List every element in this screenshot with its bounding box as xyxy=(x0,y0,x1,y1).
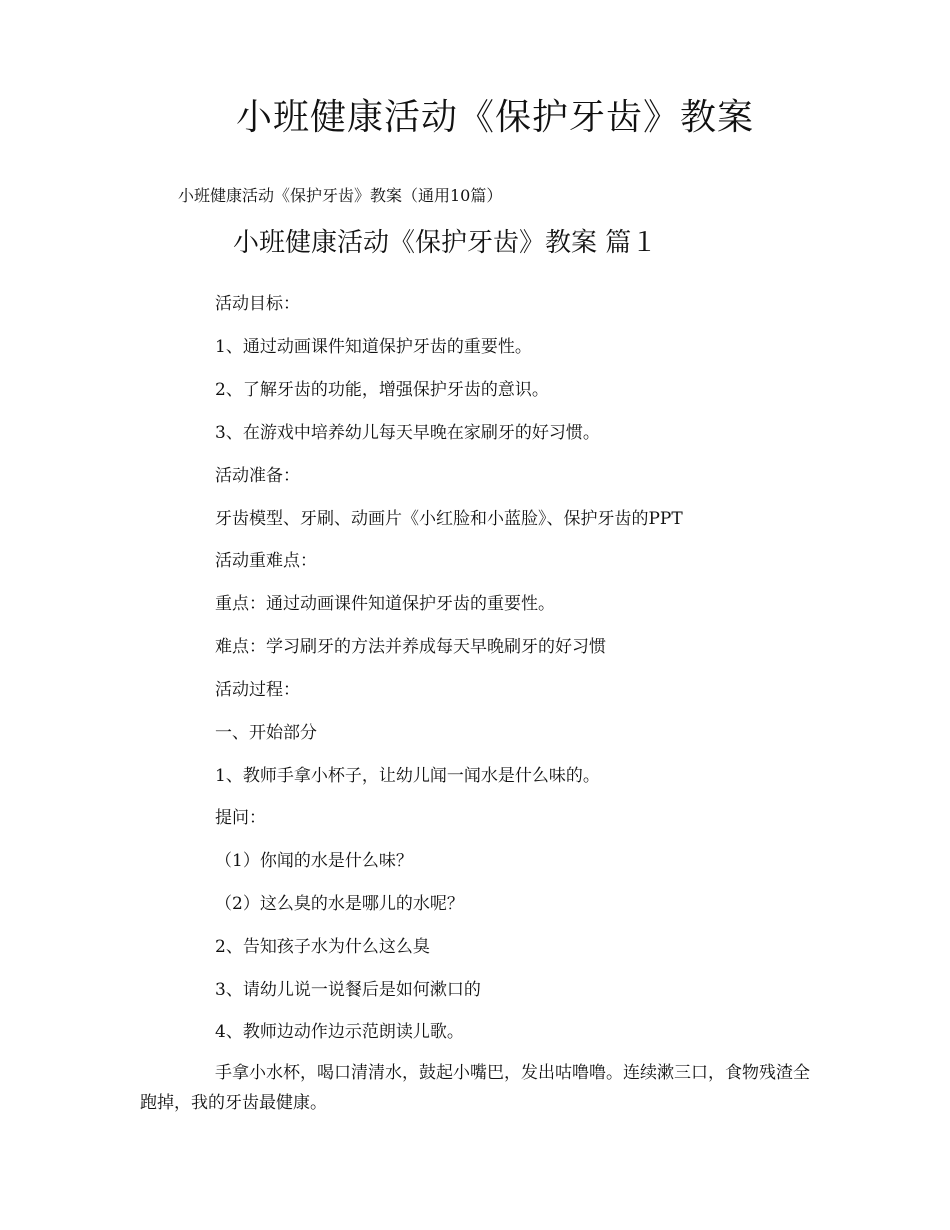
paragraph: 2、了解牙齿的功能，增强保护牙齿的意识。 xyxy=(215,380,549,400)
paragraph: 提问： xyxy=(215,808,266,828)
paragraph: 一、开始部分 xyxy=(215,723,317,743)
paragraph: 1、通过动画课件知道保护牙齿的重要性。 xyxy=(215,337,532,357)
paragraph: （2）这么臭的水是哪儿的水呢？ xyxy=(215,894,464,914)
paragraph: 3、请幼儿说一说餐后是如何漱口的 xyxy=(215,980,481,1000)
paragraph: 4、教师边动作边示范朗读儿歌。 xyxy=(215,1022,464,1042)
paragraph: 活动重难点： xyxy=(215,551,317,571)
paragraph: 活动准备： xyxy=(215,466,300,486)
document-title: 小班健康活动《保护牙齿》教案 xyxy=(235,97,754,138)
paragraph: 手拿小水杯，喝口清清水，鼓起小嘴巴，发出咕噜噜。连续漱三口，食物残渣全跑掉，我的牙齿最健康。 xyxy=(140,1063,810,1113)
paragraph: 3、在游戏中培养幼儿每天早晚在家刷牙的好习惯。 xyxy=(215,423,600,443)
paragraph: 活动过程： xyxy=(215,680,300,700)
paragraph: 难点：学习刷牙的方法并养成每天早晚刷牙的好习惯 xyxy=(215,637,606,657)
paragraph: （1）你闻的水是什么味？ xyxy=(215,851,413,871)
document-subtitle: 小班健康活动《保护牙齿》教案（通用10篇） xyxy=(178,186,503,205)
section-heading: 小班健康活动《保护牙齿》教案 篇１ xyxy=(233,228,658,258)
paragraph: 2、告知孩子水为什么这么臭 xyxy=(215,937,430,957)
paragraph: 牙齿模型、牙刷、动画片《小红脸和小蓝脸》、保护牙齿的PPT xyxy=(215,509,683,529)
paragraph: 活动目标： xyxy=(215,294,300,314)
paragraph: 1、教师手拿小杯子，让幼儿闻一闻水是什么味的。 xyxy=(215,766,600,786)
paragraph: 重点：通过动画课件知道保护牙齿的重要性。 xyxy=(215,594,555,614)
